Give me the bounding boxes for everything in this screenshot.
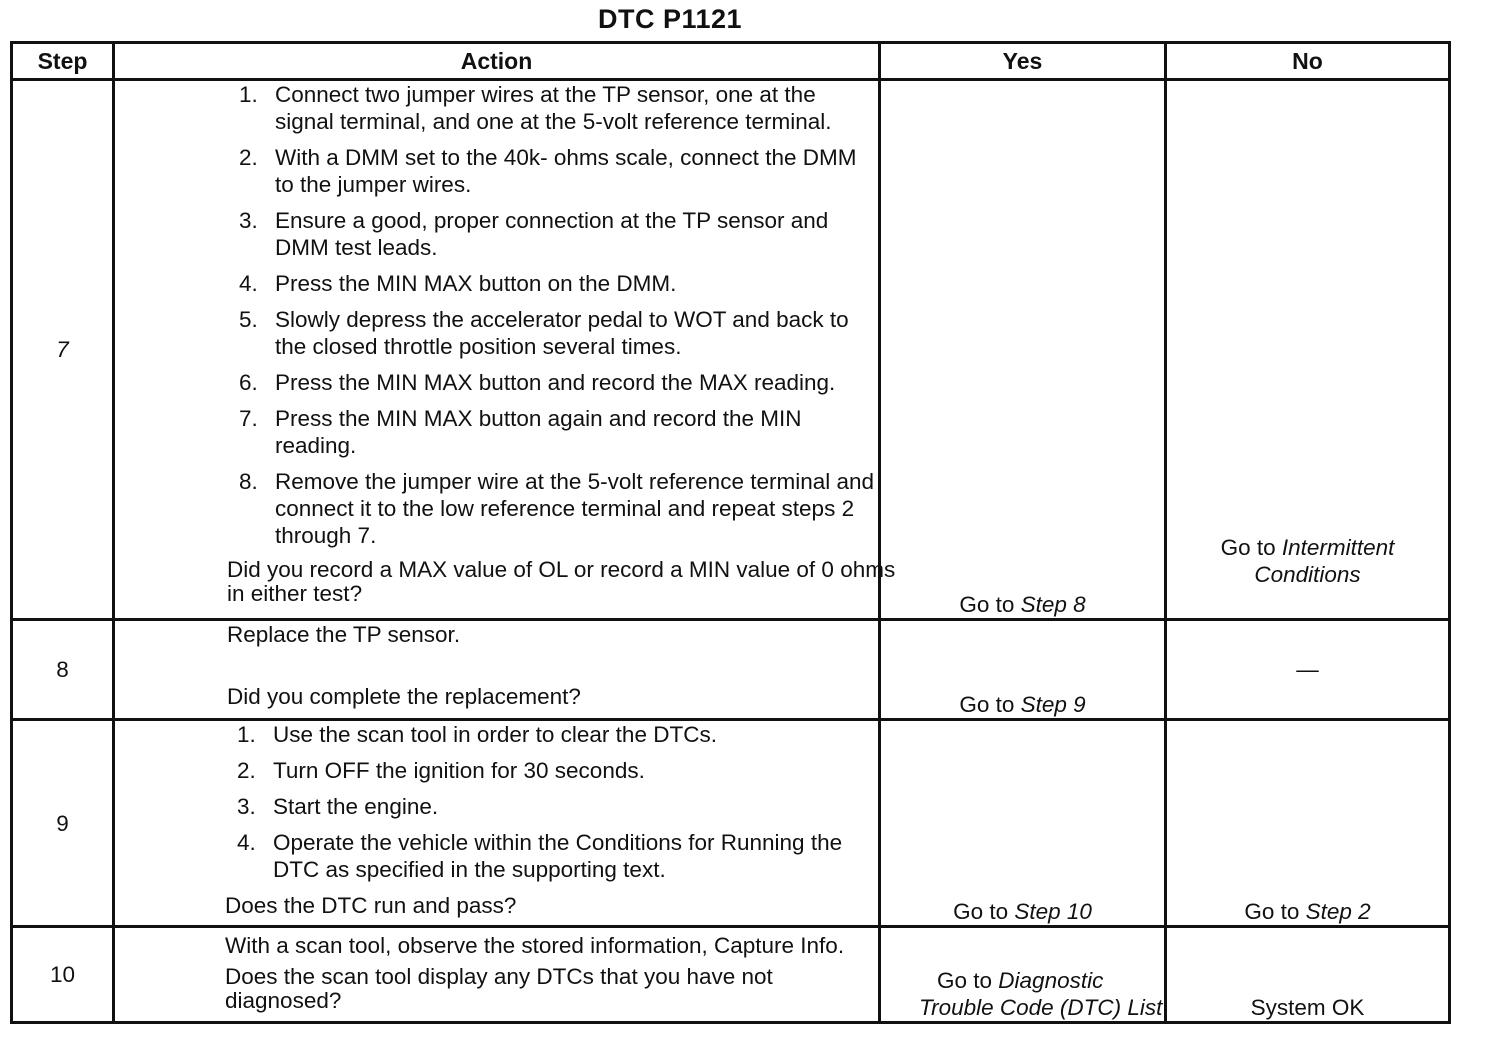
list-item: 4. Press the MIN MAX button on the DMM. <box>239 271 677 296</box>
list-item: 1. Use the scan tool in order to clear the DTCs. <box>237 722 717 747</box>
list-item: 2. With a DMM set to the 40k- ohms scale, connect the DMM to the jumper wires. <box>239 145 857 197</box>
header-no: No <box>1166 43 1450 80</box>
step-question: Did you record a MAX value of OL or record a MIN value of 0 ohms in either test? <box>227 557 896 606</box>
step-link[interactable]: Step 10 <box>1014 899 1092 924</box>
step-question: Did you complete the replacement? <box>227 684 581 709</box>
page-title: DTC P1121 <box>597 4 743 34</box>
header-row <box>12 43 1450 80</box>
yes-cell: Go to Step 10 <box>880 720 1166 927</box>
table-row <box>12 620 1450 720</box>
step-link[interactable]: Step 2 <box>1305 899 1371 924</box>
yes-cell: Go to Diagnostic Trouble Code (DTC) List <box>880 927 1166 1023</box>
action-steps-list <box>239 81 878 549</box>
no-cell: Go to Step 2 <box>1166 720 1450 927</box>
table-row <box>12 80 1450 620</box>
step-number: 8 <box>12 620 114 720</box>
step-link[interactable]: Diagnostic Trouble Code (DTC) List <box>919 968 1163 1020</box>
list-item: 2. Turn OFF the ignition for 30 seconds. <box>237 758 645 783</box>
list-item: 8. Remove the jumper wire at the 5-volt reference terminal and connect it to the low reference terminal and repeat steps 2 through 7. <box>239 469 875 548</box>
yes-cell: Go to Step 8 <box>880 80 1166 620</box>
action-cell <box>114 620 880 720</box>
list-item: 1. Connect two jumper wires at the TP sensor, one at the signal terminal, and one at the 5-volt reference terminal. <box>239 82 832 134</box>
header-step: Step <box>12 43 114 80</box>
action-text: Replace the TP sensor. <box>227 622 461 647</box>
no-cell: — <box>1166 620 1450 720</box>
action-steps-list <box>237 721 878 883</box>
step-link[interactable]: Step 8 <box>1020 592 1086 617</box>
step-question: Does the scan tool display any DTCs that you have not diagnosed? <box>225 964 773 1013</box>
header-action: Action <box>114 43 880 80</box>
list-item: 6. Press the MIN MAX button and record the MAX reading. <box>239 370 836 395</box>
action-cell <box>114 80 896 620</box>
step-link[interactable]: Intermittent Conditions <box>1254 535 1395 587</box>
list-item: 3. Start the engine. <box>237 794 439 819</box>
no-cell: System OK <box>1166 927 1450 1023</box>
step-number: 10 <box>12 927 114 1023</box>
step-number: 7 <box>12 80 114 620</box>
table-row <box>12 927 1450 1023</box>
action-cell <box>114 720 880 927</box>
step-number: 9 <box>12 720 114 927</box>
header-yes: Yes <box>880 43 1166 80</box>
list-item: 4. Operate the vehicle within the Conditions for Running the DTC as specified in the supporting text. <box>237 830 843 882</box>
list-item: 5. Slowly depress the accelerator pedal to WOT and back to the closed throttle position several times. <box>239 307 849 359</box>
list-item: 7. Press the MIN MAX button again and record the MIN reading. <box>239 406 802 458</box>
yes-cell: Go to Step 9 <box>880 620 1166 720</box>
table-row <box>12 720 1450 927</box>
action-text: With a scan tool, observe the stored information, Capture Info. <box>225 933 845 958</box>
dtc-table <box>10 41 1451 1024</box>
action-cell <box>114 927 880 1023</box>
step-link[interactable]: Step 9 <box>1020 692 1086 717</box>
list-item: 3. Ensure a good, proper connection at the TP sensor and DMM test leads. <box>239 208 829 260</box>
no-cell: Go to Intermittent Conditions <box>1166 80 1450 620</box>
step-question: Does the DTC run and pass? <box>225 893 517 918</box>
